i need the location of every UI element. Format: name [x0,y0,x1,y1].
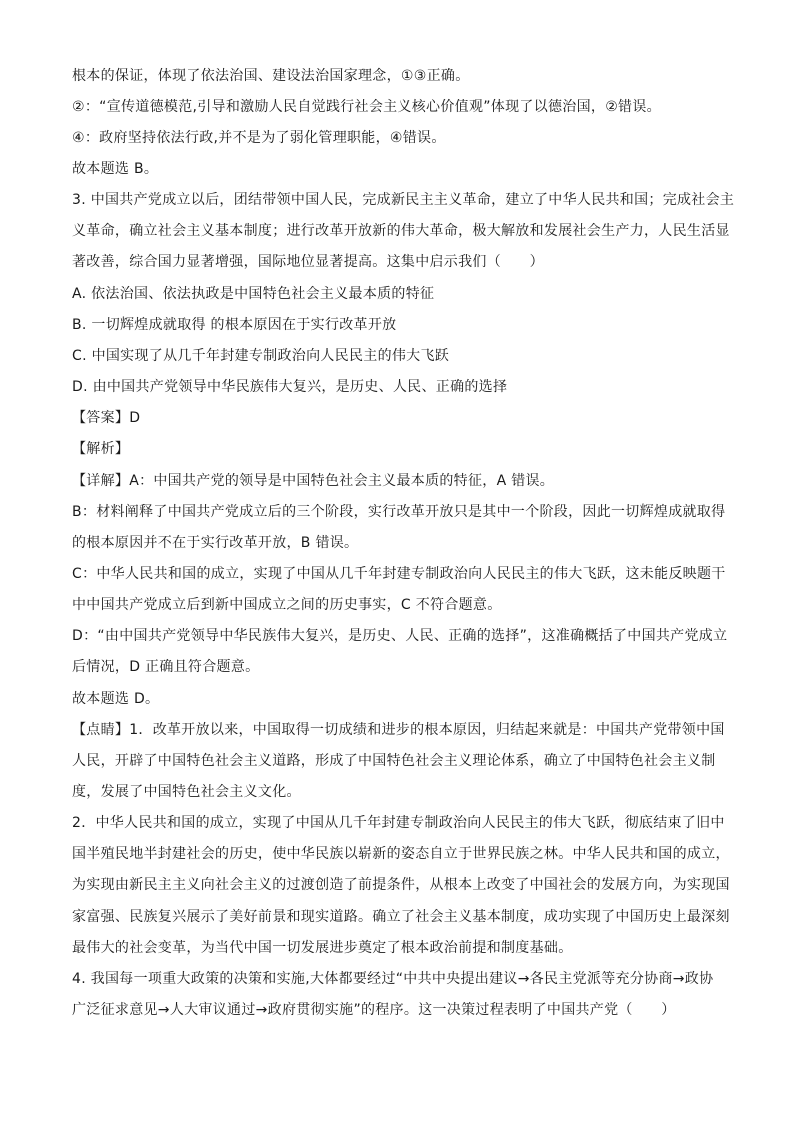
option-c: C. 中国实现了从几千年封建专制政治向人民民主的伟大飞跃 [72,348,450,364]
text-line: 故本题选 B。 [72,161,159,177]
option-a: A. 依法治国、依法执政是中国特色社会主义最本质的特征 [72,286,435,302]
text-line: 根本的保证，体现了依法治国、建设法治国家理念，①③正确。 [72,68,470,84]
explanation-line: 中中国共产党成立后到新中国成立之间的历史事实，C 不符合题意。 [72,597,502,613]
key-point-line: 为实现由新民主主义向社会主义的过渡创造了前提条件，从根本上改变了中国社会的发展方向，为实现国 [72,877,730,893]
key-point-line: 家富强、民族复兴展示了美好前景和现实道路。确立了社会主义基本制度，成功实现了中国历史上最深刻 [72,909,730,925]
key-point-line: 人民，开辟了中国特色社会主义道路，形成了中国特色社会主义理论体系，确立了中国特色社会主义制 [72,753,716,769]
key-point-line: 最伟大的社会变革，为当代中国一切发展进步奠定了根本政治前提和制度基础。 [72,940,573,956]
explanation-line: D：“由中国共产党领导中华民族伟大复兴，是历史、人民、正确的选择”，这准确概括了中国共产党成立 [72,628,728,644]
answer-label: 【答案】D [72,410,141,426]
key-point-line: 度，发展了中国特色社会主义文化。 [72,784,301,800]
text-line: ④：政府坚持依法行政,并不是为了弱化管理职能，④错误。 [72,130,446,146]
option-b: B. 一切辉煌成就取得 的根本原因在于实行改革开放 [72,317,397,333]
key-point-line: 国半殖民地半封建社会的历史，使中华民族以崭新的姿态自立于世界民族之林。中华人民共和国的成立， [72,846,730,862]
explanation-line: 后情况，D 正确且符合题意。 [72,659,260,675]
explanation-line: 【详解】A：中国共产党的领导是中国特色社会主义最本质的特征，A 错误。 [72,473,555,489]
analysis-label: 【解析】 [72,441,130,457]
question-4-stem: 4. 我国每一项重大政策的决策和实施,大体都要经过“中共中央提出建议→各民主党派等充分协商→政协 [72,971,714,987]
key-point-line: 【点睛】1．改革开放以来，中国取得一切成绩和进步的根本原因，归结起来就是：中国共产党带领中国 [72,722,725,738]
explanation-line: B：材料阐释了中国共产党成立后的三个阶段，实行改革开放只是其中一个阶段，因此一切辉煌成就取得 [72,504,726,520]
explanation-line: C：中华人民共和国的成立，实现了中国从几千年封建专制政治向人民民主的伟大飞跃，这未能反映题干 [72,566,726,582]
explanation-line: 故本题选 D。 [72,691,160,707]
question-3-stem: 义革命，确立社会主义基本制度；进行改革开放新的伟大革命，极大解放和发展社会生产力，人民生活显 [72,223,730,239]
question-3-stem: 3. 中国共产党成立以后，团结带领中国人民，完成新民主主义革命，建立了中华人民共和国；完成社会主 [72,192,735,208]
question-3-stem: 著改善，综合国力显著增强，国际地位显著提高。这集中启示我们（ ） [72,254,544,270]
text-line: ②：“宣传道德模范,引导和激励人民自觉践行社会主义核心价值观”体现了以德治国，②错误。 [72,99,661,115]
explanation-line: 的根本原因并不在于实行改革开放，B 错误。 [72,535,359,551]
question-4-stem: 广泛征求意见→人大审议通过→政府贯彻实施”的程序。这一决策过程表明了中国共产党（ ） [72,1002,676,1018]
key-point-line: 2．中华人民共和国的成立，实现了中国从几千年封建专制政治向人民民主的伟大飞跃，彻底结束了旧中 [72,815,725,831]
option-d: D. 由中国共产党领导中华民族伟大复兴，是历史、人民、正确的选择 [72,379,508,395]
